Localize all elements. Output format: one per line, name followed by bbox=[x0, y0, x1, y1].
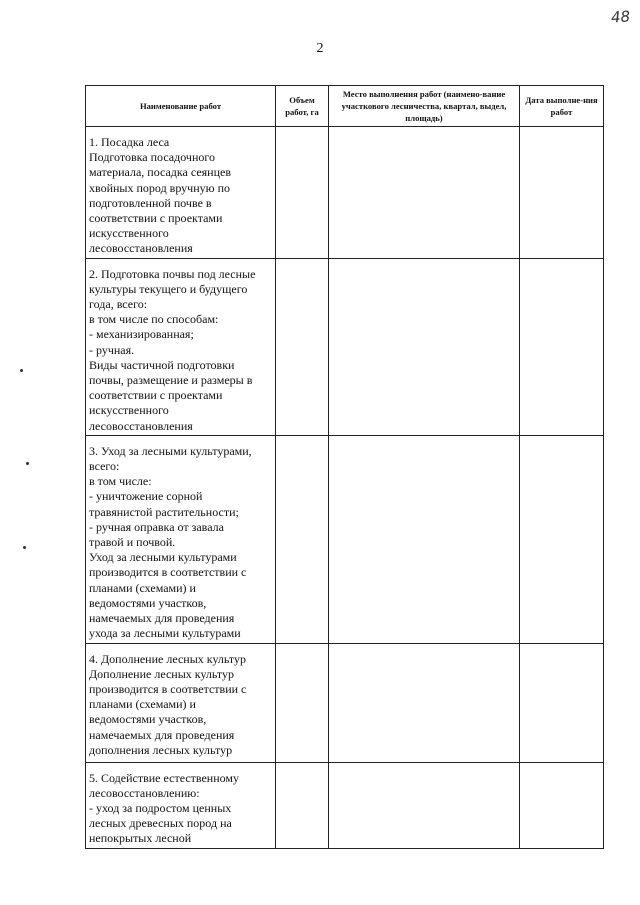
table-header-row bbox=[86, 86, 604, 127]
place-cell bbox=[329, 643, 520, 762]
scan-speck bbox=[26, 462, 29, 465]
work-name-cell: 4. Дополнение лесных культур Дополнение лесных культур производится в соответствии с планами (схемами) и ведомостями участков, намечаемых для проведения дополнения лесных культур bbox=[86, 643, 276, 762]
date-cell bbox=[520, 435, 604, 643]
header-work-name: Наименование работ bbox=[86, 86, 276, 127]
scan-speck bbox=[23, 546, 26, 549]
volume-cell bbox=[276, 258, 329, 435]
place-cell bbox=[329, 762, 520, 848]
header-volume: Объем работ, га bbox=[276, 86, 329, 127]
place-cell bbox=[329, 258, 520, 435]
date-cell bbox=[520, 127, 604, 259]
date-cell bbox=[520, 762, 604, 848]
work-name-cell: 1. Посадка леса Подготовка посадочного материала, посадка сеянцев хвойных пород вручную по подготовленной почве в соответствии с проектами искусственного лесовосстановления bbox=[86, 127, 276, 259]
table-row bbox=[86, 643, 604, 762]
header-date: Дата выполне-ния работ bbox=[520, 86, 604, 127]
volume-cell bbox=[276, 127, 329, 259]
place-cell bbox=[329, 127, 520, 259]
table-row bbox=[86, 127, 604, 259]
date-cell bbox=[520, 258, 604, 435]
table-row bbox=[86, 762, 604, 848]
handwritten-page-mark: 48 bbox=[610, 7, 631, 27]
work-name-cell: 3. Уход за лесными культурами, всего: в том числе: - уничтожение сорной травянистой растительности; - ручная оправка от завала травой и почвой. Уход за лесными культурами производится в соответствии с планами (схемами) и ведомостями участков, намечаемых для проведения ухода за лесными культурами bbox=[86, 435, 276, 643]
date-cell bbox=[520, 643, 604, 762]
scan-speck bbox=[20, 369, 23, 372]
works-table bbox=[85, 85, 604, 849]
header-place: Место выполнения работ (наимено-вание участкового лесничества, квартал, выдел, площадь) bbox=[329, 86, 520, 127]
table-row bbox=[86, 435, 604, 643]
work-name-cell: 5. Содействие естественному лесовосстановлению: - уход за подростом ценных лесных древесных пород на непокрытых лесной bbox=[86, 762, 276, 848]
volume-cell bbox=[276, 643, 329, 762]
page-number: 2 bbox=[316, 41, 324, 56]
place-cell bbox=[329, 435, 520, 643]
table-row bbox=[86, 258, 604, 435]
work-name-cell: 2. Подготовка почвы под лесные культуры текущего и будущего года, всего: в том числе по способам: - механизированная; - ручная. Виды частичной подготовки почвы, размещение и размеры в соответствии с проектами искусственного лесовосстановления bbox=[86, 258, 276, 435]
volume-cell bbox=[276, 762, 329, 848]
volume-cell bbox=[276, 435, 329, 643]
